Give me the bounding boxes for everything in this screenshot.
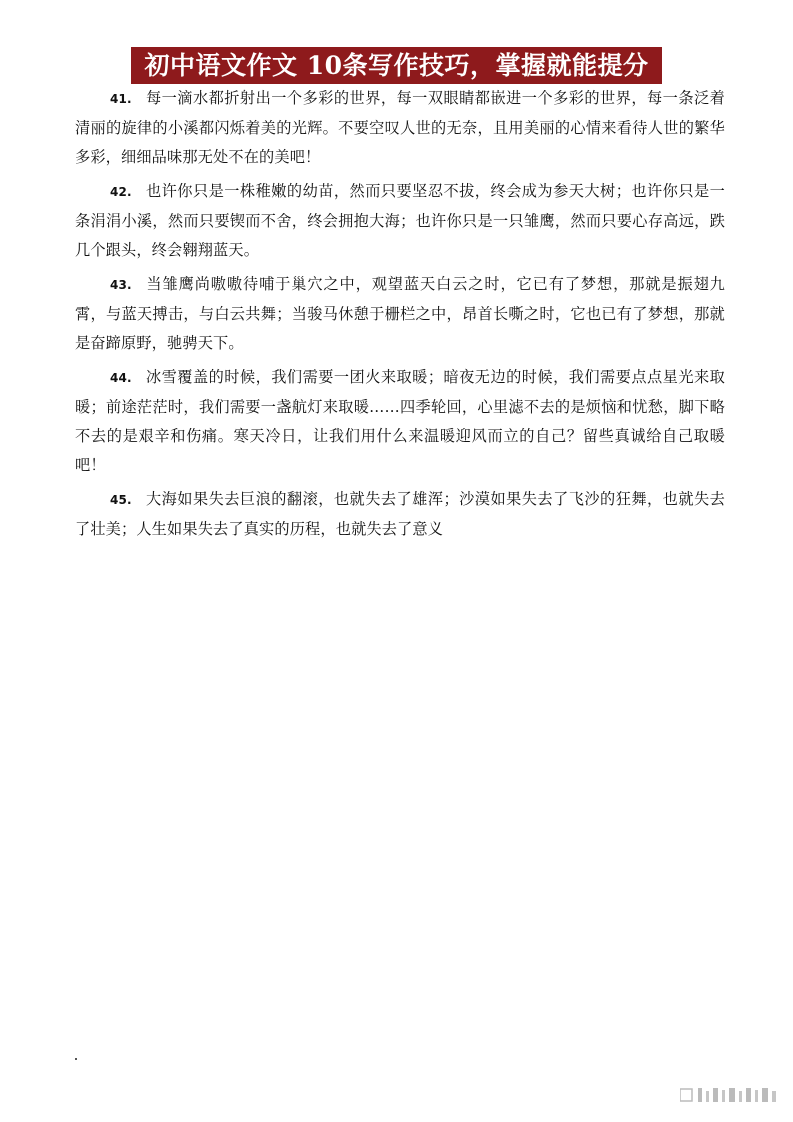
paragraph-43 (75, 270, 725, 358)
article-body (75, 84, 725, 549)
paragraph-42 (75, 177, 725, 265)
paragraph-number: 44. (109, 371, 132, 385)
page-marker (75, 1058, 77, 1060)
paragraph-text: 也许你只是一株稚嫩的幼苗，然而只要坚忍不拔，终会成为参天大树；也许你只是一条涓涓小溪，然而只要锲而不舍，终会拥抱大海；也许你只是一只雏鹰，然而只要心存高远，跌几个跟头，终会翱翔蓝天。 (75, 182, 725, 259)
paragraph-text: 每一滴水都折射出一个多彩的世界，每一双眼睛都嵌进一个多彩的世界，每一条泛着清丽的旋律的小溪都闪烁着美的光辉。不要空叹人世的无奈，且用美丽的心情来看待人世的繁华多彩，细细品味那无处不在的美吧！ (75, 89, 725, 166)
paragraph-text: 大海如果失去巨浪的翻滚，也就失去了雄浑；沙漠如果失去了飞沙的狂舞，也就失去了壮美；人生如果失去了真实的历程，也就失去了意义 (75, 490, 725, 538)
paragraph-text: 当雏鹰尚嗷嗷待哺于巢穴之中，观望蓝天白云之时，它已有了梦想，那就是振翅九霄，与蓝天搏击，与白云共舞；当骏马休憩于栅栏之中，昂首长嘶之时，它也已有了梦想，那就是奋蹄原野，驰骋天下。 (75, 275, 725, 352)
page-title: 初中语文作文 10条写作技巧，掌握就能提分 (131, 47, 662, 84)
watermark-logo (680, 1085, 780, 1105)
paragraph-45 (75, 485, 725, 544)
paragraph-41 (75, 84, 725, 172)
paragraph-text: 冰雪覆盖的时候，我们需要一团火来取暖；暗夜无边的时候，我们需要点点星光来取暖；前途茫茫时，我们需要一盏航灯来取暖……四季轮回，心里滤不去的是烦恼和忧愁，脚下略不去的是艰辛和伤痛。寒天冷日，让我们用什么来温暖迎风而立的自己？留些真诚给自己取暖吧！ (75, 368, 725, 474)
paragraph-number: 42. (109, 185, 132, 199)
paragraph-number: 41. (109, 92, 132, 106)
paragraph-44 (75, 363, 725, 480)
paragraph-number: 43. (109, 278, 132, 292)
paragraph-number: 45. (109, 493, 132, 507)
